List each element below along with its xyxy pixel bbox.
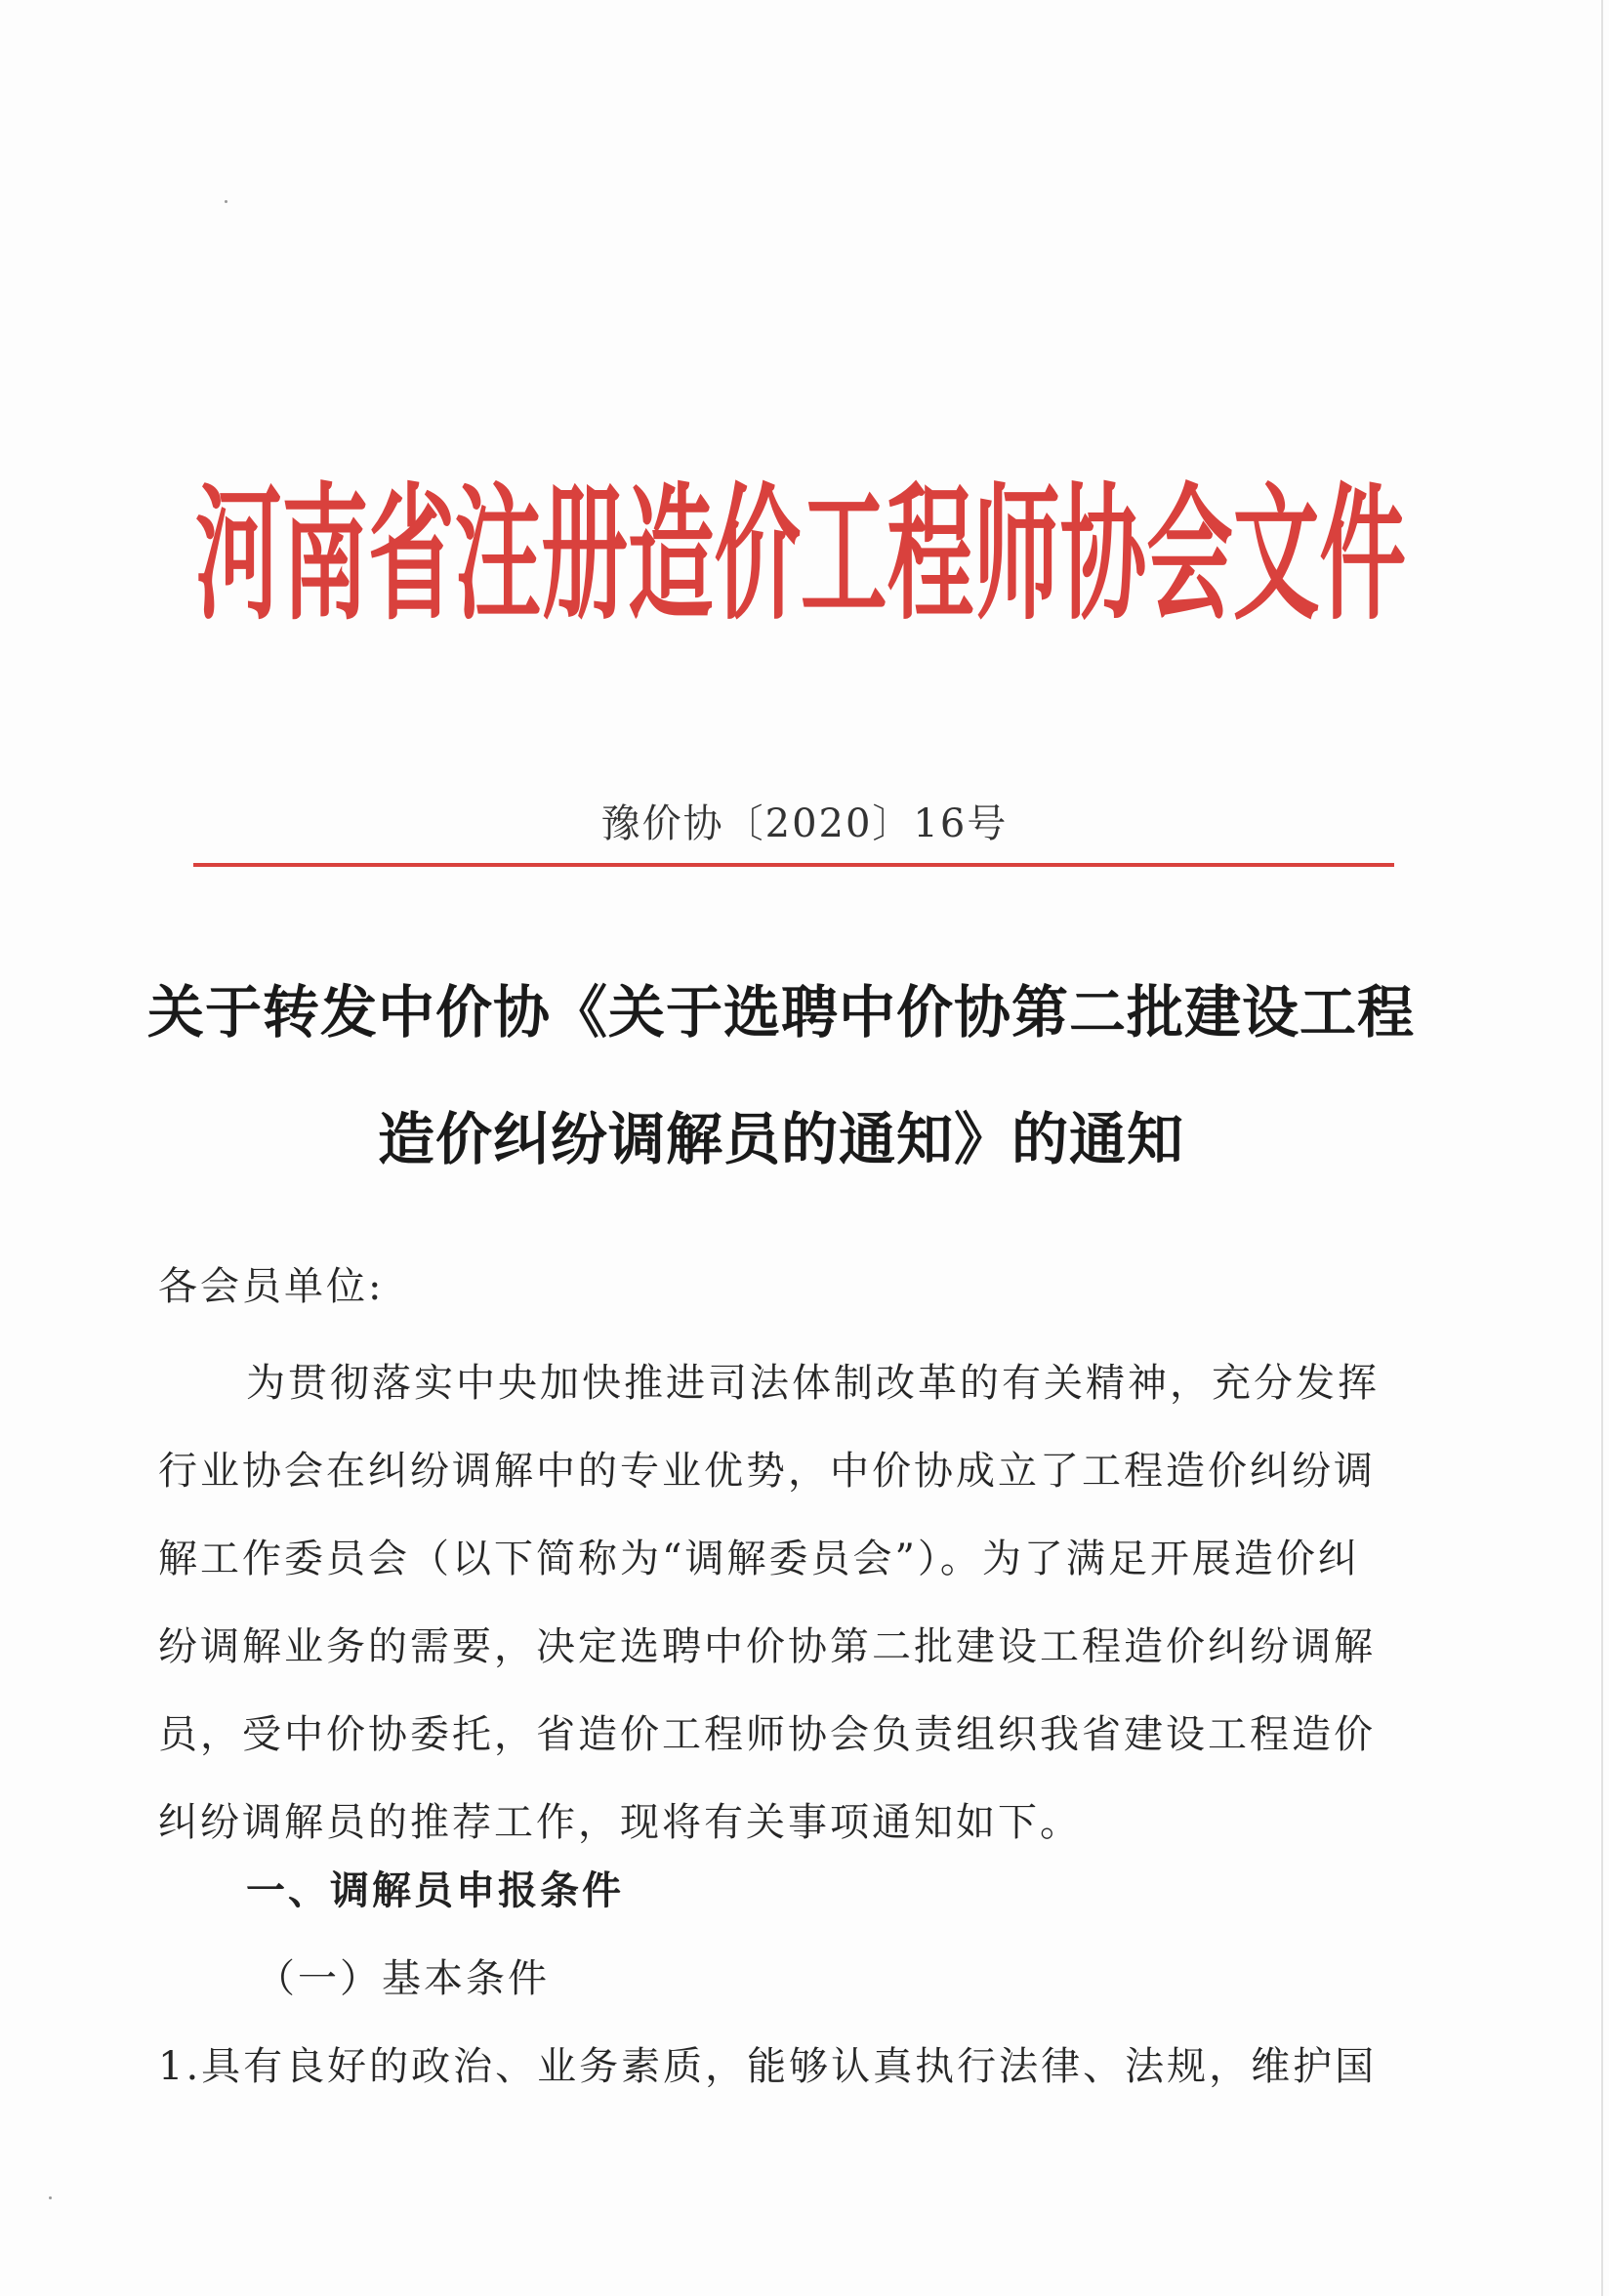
subsection-heading: （一）基本条件 (256, 1956, 550, 2001)
org-header-title (166, 420, 1435, 654)
paragraph-line: 解工作委员会（以下简称为“调解委员会”）。为了满足开展造价纠 (158, 1537, 1360, 1581)
section-heading: 一、调解员申报条件 (246, 1868, 624, 1913)
paragraph-line: 纷调解业务的需要，决定选聘中价协第二批建设工程造价纠纷调解 (158, 1624, 1376, 1669)
scan-edge (1601, 0, 1603, 2296)
paragraph-line: 员，受中价协委托，省造价工程师协会负责组织我省建设工程造价 (158, 1712, 1376, 1757)
red-divider (193, 863, 1394, 867)
notice-title-line-2: 造价纠纷调解员的通知》的通知 (377, 1106, 1184, 1172)
salutation: 各会员单位: (158, 1264, 385, 1309)
document-number: 豫价协〔2020〕16号 (600, 801, 1009, 846)
notice-title-line-1: 关于转发中价协《关于选聘中价协第二批建设工程 (146, 979, 1415, 1046)
paragraph-line: 行业协会在纠纷调解中的专业优势，中价协成立了工程造价纠纷调 (158, 1449, 1376, 1494)
paragraph-line: 为贯彻落实中央加快推进司法体制改革的有关精神，充分发挥 (246, 1361, 1380, 1406)
paragraph-line: 纠纷调解员的推荐工作，现将有关事项通知如下。 (158, 1800, 1082, 1845)
scan-speck (225, 200, 227, 203)
body-paragraph (158, 1339, 1411, 1866)
org-title-text: 河南省注册造价工程师协会文件 (195, 469, 1406, 640)
scan-speck (49, 2196, 52, 2199)
list-item: 1.具有良好的政治、业务素质，能够认真执行法律、法规，维护国 (158, 2044, 1378, 2089)
